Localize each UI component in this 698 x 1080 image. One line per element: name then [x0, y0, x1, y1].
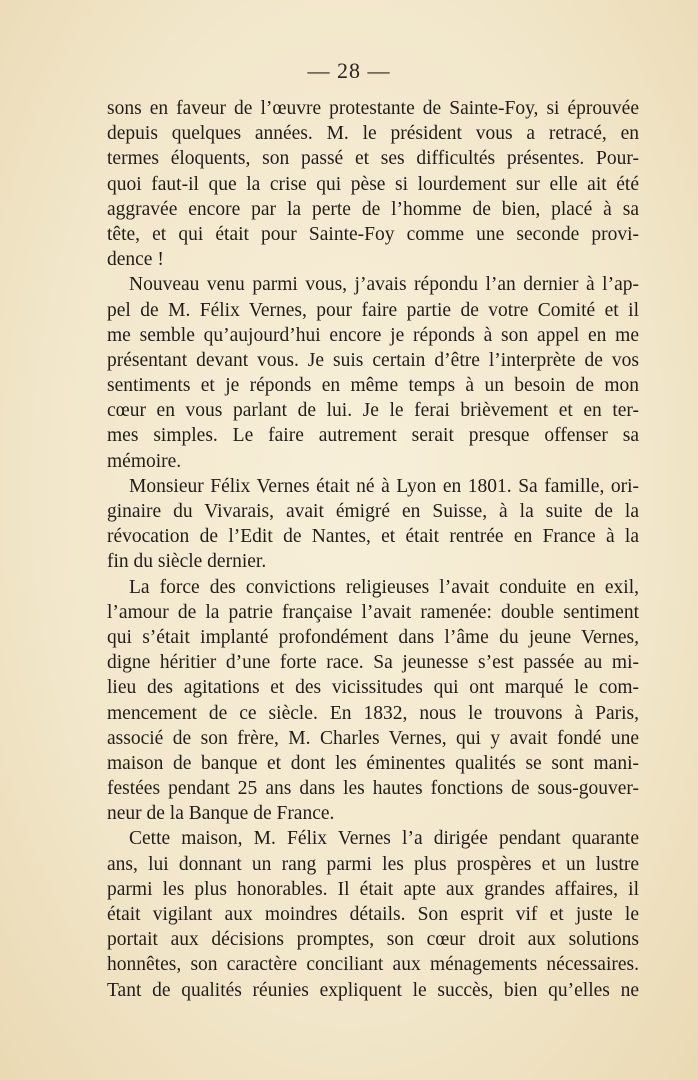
- text-line: l’amour de la patrie française l’avait ramenée: double sentiment: [107, 601, 639, 623]
- text-line: révocation de l’Edit de Nantes, et était rentrée en France à la: [107, 526, 639, 548]
- text-line: pel de M. Félix Vernes, pour faire partie de votre Comité et il: [107, 299, 639, 321]
- text-line: Cette maison, M. Félix Vernes l’a dirigée pendant quarante: [129, 828, 639, 850]
- text-line: lieu des agitations et des vicissitudes qui ont marqué le com-: [107, 677, 639, 699]
- text-line: festées pendant 25 ans dans les hautes fonctions de sous-gouver-: [107, 778, 639, 800]
- text-line: associé de son frère, M. Charles Vernes, qui y avait fondé une: [107, 727, 639, 749]
- body-text: [107, 96, 639, 1003]
- text-line: mes simples. Le faire autrement serait presque offenser sa: [107, 425, 639, 447]
- text-line: Tant de qualités réunies expliquent le succès, bien qu’elles ne: [107, 979, 639, 1001]
- text-line: cœur en vous parlant de lui. Je le ferai brièvement et en ter-: [107, 400, 639, 422]
- text-line: portait aux décisions promptes, son cœur droit aux solutions: [107, 929, 639, 951]
- text-line: honnêtes, son caractère conciliant aux ménagements nécessaires.: [107, 954, 639, 976]
- text-line: sentiments et je réponds en même temps à un besoin de mon: [107, 375, 639, 397]
- text-line: depuis quelques années. M. le président vous a retracé, en: [107, 123, 639, 145]
- text-line: maison de banque et dont les éminentes qualités se sont mani-: [107, 752, 639, 774]
- text-line: aggravée encore par la perte de l’homme de bien, placé à sa: [107, 198, 639, 220]
- text-line: ans, lui donnant un rang parmi les plus prospères et un lustre: [107, 853, 639, 875]
- text-line: mémoire.: [107, 450, 182, 472]
- text-line: parmi les plus honorables. Il était apte aux grandes affaires, il: [107, 878, 639, 900]
- text-line: dence !: [107, 249, 164, 271]
- text-line: fin du siècle dernier.: [107, 551, 267, 573]
- text-line: Monsieur Félix Vernes était né à Lyon en 1801. Sa famille, ori-: [129, 475, 639, 497]
- text-line: qui s’était implanté profondément dans l’âme du jeune Vernes,: [107, 626, 639, 648]
- text-line: mencement de ce siècle. En 1832, nous le trouvons à Paris,: [107, 702, 639, 724]
- text-line: digne héritier d’une forte race. Sa jeunesse s’est passée au mi-: [107, 652, 639, 674]
- text-line: quoi faut-il que la crise qui pèse si lourdement sur elle ait été: [107, 173, 639, 195]
- text-line: Nouveau venu parmi vous, j’avais répondu l’an dernier à l’ap-: [129, 274, 639, 296]
- text-line: était vigilant aux moindres détails. Son esprit vif et juste le: [107, 904, 639, 925]
- text-line: ginaire du Vivarais, avait émigré en Suisse, à la suite de la: [107, 501, 639, 522]
- text-line: termes éloquents, son passé et ses difficultés présentes. Pour-: [107, 148, 639, 170]
- text-line: me semble qu’aujourd’hui encore je réponds à son appel en me: [107, 324, 639, 346]
- page-number: — 28 —: [307, 58, 391, 83]
- text-line: La force des convictions religieuses l’avait conduite en exil,: [129, 576, 639, 598]
- text-line: tête, et qui était pour Sainte-Foy comme une seconde provi-: [107, 223, 639, 245]
- text-line: neur de la Banque de France.: [107, 803, 335, 825]
- text-line: sons en faveur de l’œuvre protestante de Sainte-Foy, si éprouvée: [107, 98, 639, 119]
- text-line: présentant devant vous. Je suis certain d’être l’interprète de vos: [107, 349, 639, 371]
